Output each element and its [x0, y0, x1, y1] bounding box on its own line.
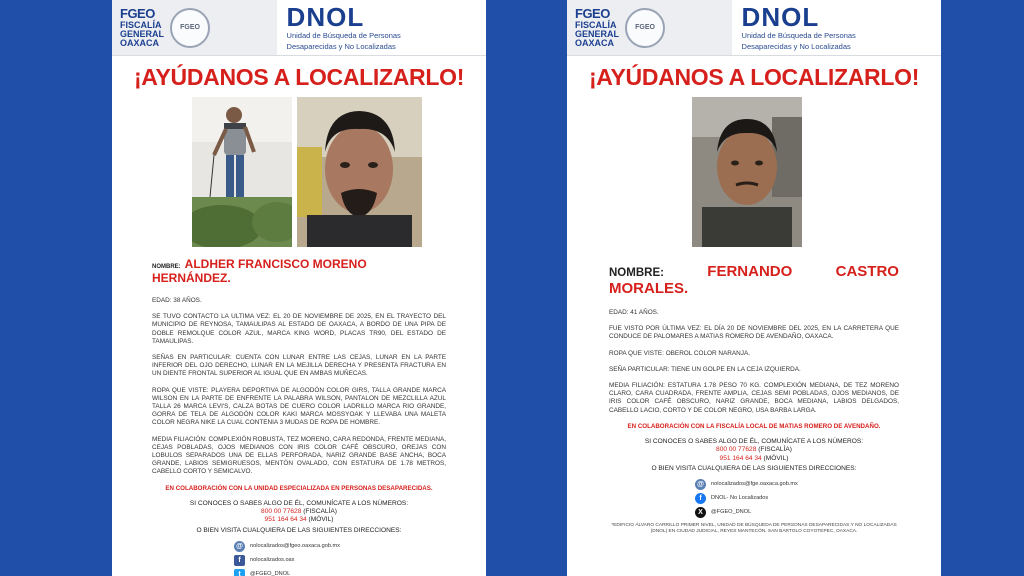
last-contact-text: SE TUVO CONTACTO LA ULTIMA VEZ: EL 20 DE NOVIEMBRE DE 2025, EN EL TRAYECTO DEL MUNICIPIO DE REYNOSA, TAMAULIPAS AL ESTADO DE OAXACA, A BORDO DE UNA PIPA DE DOBLE REMOLQUE COLOR AZUL, MARCA KING WORD, PLACAS TR90, DEL ESTADO DE TAMAULIPAS.	[152, 313, 446, 345]
full-body-photo	[192, 97, 292, 247]
contact-links	[609, 477, 899, 519]
dnol-subtitle-1: Unidad de Búsqueda de Personas	[741, 31, 856, 41]
flyer-header	[567, 0, 941, 56]
missing-person-flyer-1	[112, 0, 486, 576]
missing-person-flyer-2	[567, 0, 941, 576]
facebook-row[interactable]	[695, 491, 899, 505]
email-link[interactable]: nolocalizados@fgeo.oaxaca.gob.mx	[250, 543, 340, 550]
person-surname-2: MORALES.	[609, 280, 689, 297]
fiscalia-text: FISCALÍA	[575, 20, 617, 30]
phone-2-row	[152, 516, 446, 524]
twitter-icon: t	[234, 569, 245, 576]
general-text: GENERAL	[575, 29, 620, 39]
person-name-line-1: ALDHER FRANCISCO MORENO	[184, 257, 367, 271]
phone-1-tag: (FISCALÍA)	[303, 508, 337, 516]
contact-prompt: SI CONOCES O SABES ALGO DE ÉL, COMUNÍCATE A LOS NÚMEROS:	[644, 437, 864, 445]
age-text: EDAD: 38 AÑOS.	[152, 297, 202, 304]
fgeo-logo-text: FGEO	[120, 6, 155, 21]
twitter-row[interactable]	[695, 505, 899, 519]
fgeo-logo-block	[112, 0, 277, 55]
name-label: NOMBRE:	[609, 267, 664, 279]
phone-number-2[interactable]: 951 164 64 34	[264, 516, 307, 524]
flyer-title: ¡AYÚDANOS A LOCALIZARLO!	[133, 64, 465, 90]
twitter-row[interactable]	[234, 567, 446, 576]
fiscalia-text: FISCALÍA	[120, 20, 162, 30]
facebook-icon: f	[695, 493, 706, 504]
face-photo	[692, 97, 802, 247]
seal-text: FGEO	[635, 24, 655, 31]
face-photo	[297, 97, 422, 247]
physical-description-text: MEDIA FILIACIÓN: COMPLEXIÓN ROBUSTA, TEZ MORENO, CARA REDONDA, FRENTE MEDIANA, CEJAS POBLADAS, OJOS MEDIANOS CON IRIS COLOR CAFÉ OBSCURO, OREJAS CON LOBULOS SEPARADOS UNA DE ELLAS PERFORADA, NARIZ GRANDE BASE ANCHA, BOCA GRANDE, LABIOS SEMIGRUESOS, MENTÓN OVALADO, CON ESTATURA DE 1.78 METROS, CABELLO CORTO Y SEMICALVO.	[152, 435, 446, 476]
contact-links	[152, 539, 446, 576]
twitter-link[interactable]: @FGEO_DNOL	[711, 509, 752, 516]
name-label: NOMBRE:	[152, 264, 181, 270]
distinguishing-marks-text: SEÑA PARTICULAR: TIENE UN GOLPE EN LA CEJA IZQUIERDA.	[609, 365, 801, 373]
photos-area	[112, 97, 486, 247]
physical-description-text: MEDIA FILIACIÓN: ESTATURA 1.78 PESO 70 KG. COMPLEXIÓN MEDIANA, DE TEZ MORENO CLARO, CARA CUADRADA, FRENTE AMPLIA, CEJAS SEMI POBLADAS, OJOS MEDIANOS, DE IRIS COLOR CAFÉ OBSCURO, NARIZ GRANDE, BOCA MEDIANA, LABIOS DELGADOS, CABELLO LACIO, CORTO Y DE COLOR NEGRO, USA BARBA LARGA.	[609, 382, 899, 414]
fgeo-logo-text: FGEO	[575, 6, 610, 21]
phone-2-tag: (MÓVIL)	[763, 454, 789, 462]
phone-2-row	[609, 455, 899, 463]
phone-number-1[interactable]: 800 00 77628	[261, 508, 302, 516]
collaboration-note: EN COLABORACIÓN CON LA UNIDAD ESPECIALIZADA EN PERSONAS DESAPARECIDAS.	[165, 484, 433, 492]
person-info	[112, 257, 486, 576]
photos-area	[567, 97, 941, 247]
oaxaca-text: OAXACA	[575, 38, 615, 48]
phone-number-1[interactable]: 800 00 77628	[716, 446, 757, 454]
dnol-subtitle-2: Desaparecidas y No Localizadas	[286, 41, 396, 51]
contact-prompt: SI CONOCES O SABES ALGO DE ÉL, COMUNÍCATE A LOS NÚMEROS:	[189, 499, 409, 507]
person-first-name: FERNANDO	[707, 263, 793, 280]
collaboration-note: EN COLABORACIÓN CON LA FISCALÍA LOCAL DE MATIAS ROMERO DE AVENDAÑO.	[627, 422, 881, 430]
office-address-footer: *EDIFICIO ÁLVARO CARRILLO PRIMER NIVEL, UNIDAD DE BÚSQUEDA DE PERSONAS DESAPARECIDAS Y NO LOCALIZADAS (DNOL) EN CIUDAD JUDICIAL, REYES MANTECÓN, SAN BARTOLO COYOTEPEC, OAXACA.	[611, 523, 897, 535]
email-row[interactable]	[234, 539, 446, 553]
dnol-subtitle-1: Unidad de Búsqueda de Personas	[286, 31, 401, 41]
x-twitter-icon: X	[695, 507, 706, 518]
fgeo-logo	[120, 7, 164, 48]
person-name-line-2: HERNÁNDEZ.	[152, 271, 231, 285]
facebook-icon: f	[234, 555, 245, 566]
dnol-logo: DNOL	[741, 2, 820, 33]
oaxaca-text: OAXACA	[120, 38, 160, 48]
email-link[interactable]: nolocalizados@fge.oaxaca.gob.mx	[711, 481, 798, 488]
phone-2-tag: (MÓVIL)	[308, 516, 334, 524]
addresses-prompt: O BIEN VISITA CUALQUIERA DE LAS SIGUIENTES DIRECCIONES:	[196, 526, 402, 534]
facebook-row[interactable]	[234, 553, 446, 567]
flyer-header	[112, 0, 486, 56]
clothing-text: ROPA QUE VISTE: PLAYERA DEPORTIVA DE ALGODÓN COLOR GIRS, TALLA GRANDE MARCA WILSON EN LA PARTE DE ENFRENTE LA PALABRA WILSON, PANTALON DE MEZCLILLA AZUL TALLA 26 MARCA LEVI'S, CALZA BOTAS DE CUERO COLOR LADRILLO MARCA RIO GRANDE, GORRA DE TELA DE ALGODÓN COLOR KAKI MARCA MOSSYOAK Y LLEVABA UNA MALETA COLOR NEGRA NIKE LA CUAL CONTENIA 3 MUDAS DE ROPA DE HOMBRE.	[152, 386, 446, 427]
dnol-subtitle-2: Desaparecidas y No Localizadas	[741, 41, 851, 51]
email-icon: @	[695, 479, 706, 490]
fgeo-logo-block	[567, 0, 732, 55]
dnol-logo: DNOL	[286, 2, 365, 33]
phone-number-2[interactable]: 951 164 64 34	[719, 454, 762, 462]
email-row[interactable]	[695, 477, 899, 491]
general-text: GENERAL	[120, 29, 165, 39]
last-seen-text: FUE VISTO POR ÚLTIMA VEZ: EL DÍA 20 DE NOVIEMBRE DEL 2025, EN LA CARRETERA QUE CONDUCE DE PALOMARES A MATIAS ROMERO DE AVENDAÑO, OAXACA.	[609, 325, 899, 341]
facebook-link[interactable]: nolocalizados.oax	[250, 557, 295, 564]
phone-1-row	[609, 446, 899, 454]
fgeo-logo	[575, 7, 619, 48]
age-text: EDAD: 41 AÑOS.	[609, 309, 659, 316]
person-info	[567, 263, 941, 535]
clothing-text: ROPA QUE VISTE: OBEROL COLOR NARANJA.	[609, 349, 750, 357]
name-row	[609, 263, 899, 280]
seal-text: FGEO	[180, 24, 200, 31]
distinguishing-marks-text: SEÑAS EN PARTICULAR: CUENTA CON LUNAR ENTRE LAS CEJAS, LUNAR EN LA PARTE INFERIOR DEL OJO DERECHO, LUNAR EN LA MEJILLA DERECHA Y PRESENTA FRACTURA EN UN DIENTE FRONTAL SUPERIOR AL IGUAL QUE EN AMBAS MUÑECAS.	[152, 354, 446, 378]
dnol-logo-block	[732, 0, 941, 55]
facebook-link[interactable]: DNOL- No Localizados	[711, 495, 769, 502]
fgeo-seal-icon	[625, 8, 665, 48]
fgeo-seal-icon	[170, 8, 210, 48]
flyer-title: ¡AYÚDANOS A LOCALIZARLO!	[588, 64, 920, 90]
dnol-logo-block	[277, 0, 486, 55]
name-row	[152, 257, 446, 271]
twitter-link[interactable]: @FGEO_DNOL	[250, 571, 291, 576]
phone-1-tag: (FISCALÍA)	[758, 446, 792, 454]
email-icon: @	[234, 541, 245, 552]
addresses-prompt: O BIEN VISITA CUALQUIERA DE LAS SIGUIENTES DIRECCIONES:	[651, 465, 857, 473]
person-surname-1: CASTRO	[835, 263, 899, 280]
